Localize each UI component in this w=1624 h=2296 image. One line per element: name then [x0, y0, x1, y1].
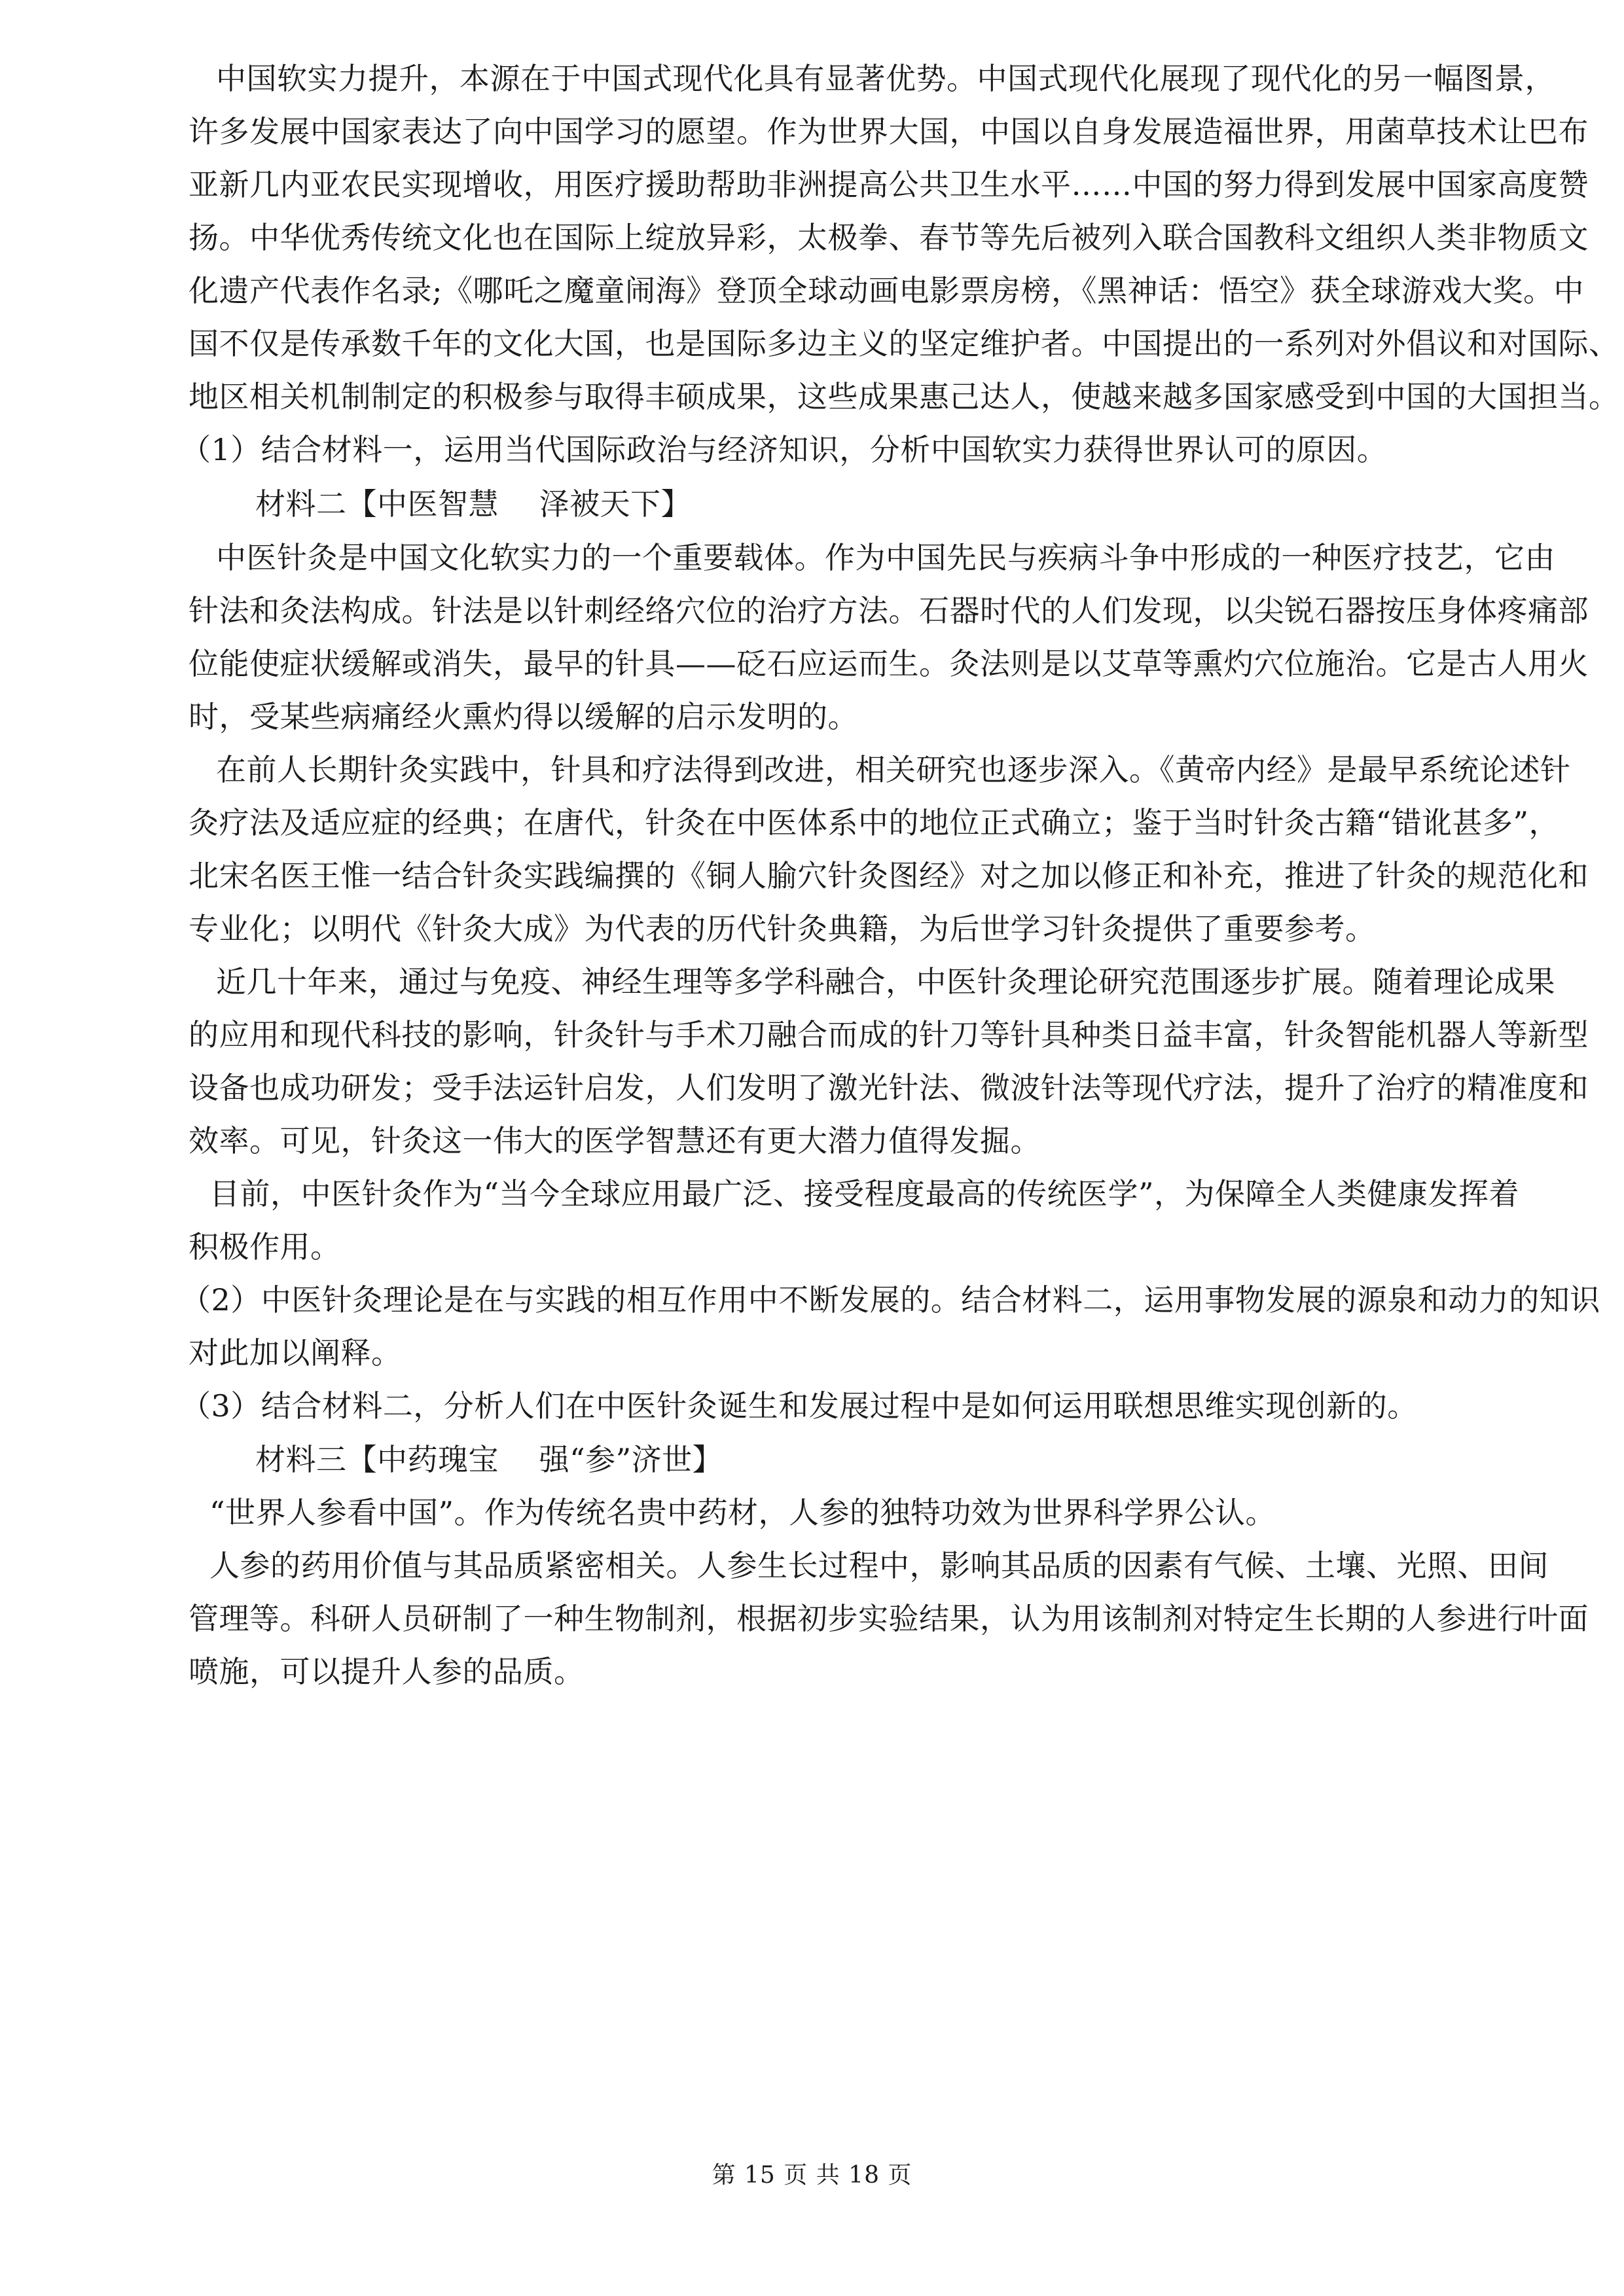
text-line: 积极作用。: [189, 1229, 341, 1265]
text-line: 在前人长期针灸实践中，针具和疗法得到改进，相关研究也逐步深入。《黄帝内经》是最早系统论述针: [216, 752, 1571, 787]
text-line: 管理等。科研人员研制了一种生物制剂，根据初步实验结果，认为用该制剂对特定生长期的人参进行叶面: [189, 1601, 1589, 1636]
page-number-footer: 第 15 页 共 18 页: [712, 2162, 912, 2189]
text-line: 专业化；以明代《针灸大成》为代表的历代针灸典籍，为后世学习针灸提供了重要参考。: [189, 911, 1376, 946]
text-line: “世界人参看中国”。作为传统名贵中药材，人参的独特功效为世界科学界公认。: [209, 1495, 1276, 1530]
question-2: （2）中医针灸理论是在与实践的相互作用中不断发展的。结合材料二，运用事物发展的源泉和动力的知识: [181, 1282, 1600, 1318]
text-line: 化遗产代表作名录;《哪吒之魔童闹海》登顶全球动画电影票房榜，《黑神话：悟空》获全球游戏大奖。中: [189, 273, 1584, 308]
question-1: （1）结合材料一，运用当代国际政治与经济知识，分析中国软实力获得世界认可的原因。: [181, 432, 1388, 467]
text-line: 中国软实力提升，本源在于中国式现代化具有显著优势。中国式现代化展现了现代化的另一幅图景，: [216, 61, 1555, 96]
text-line: 目前，中医针灸作为“当今全球应用最广泛、接受程度最高的传统医学”，为保障全人类健康发挥着: [209, 1176, 1520, 1211]
text-line: 中医针灸是中国文化软实力的一个重要载体。作为中国先民与疾病斗争中形成的一种医疗技艺，它由: [216, 540, 1555, 575]
text-line: 北宋名医王惟一结合针灸实践编撰的《铜人腧穴针灸图经》对之加以修正和补充，推进了针灸的规范化和: [189, 858, 1589, 893]
text-line: 灸疗法及适应症的经典；在唐代，针灸在中医体系中的地位正式确立；鉴于当时针灸古籍“错讹甚多”，: [189, 805, 1560, 840]
material-3-heading: 材料三【中药瑰宝 强“参”济世】: [255, 1442, 723, 1477]
text-line: 针法和灸法构成。针法是以针刺经络穴位的治疗方法。石器时代的人们发现，以尖锐石器按压身体疼痛部: [189, 593, 1589, 628]
text-line: 时，受某些病痛经火熏灼得以缓解的启示发明的。: [189, 699, 858, 734]
text-line: 人参的药用价值与其品质紧密相关。人参生长过程中，影响其品质的因素有气候、土壤、光照、田间: [209, 1548, 1549, 1583]
text-line: 位能使症状缓解或消失，最早的针具——砭石应运而生。灸法则是以艾草等熏灼穴位施治。它是古人用火: [189, 646, 1589, 681]
text-line: 许多发展中国家表达了向中国学习的愿望。作为世界大国，中国以自身发展造福世界，用菌草技术让巴布: [189, 114, 1589, 149]
text-line: 效率。可见，针灸这一伟大的医学智慧还有更大潜力值得发掘。: [189, 1123, 1041, 1158]
text-line: 的应用和现代科技的影响，针灸针与手术刀融合而成的针刀等针具种类日益丰富，针灸智能机器人等新型: [189, 1017, 1589, 1052]
material-2-heading: 材料二【中医智慧 泽被天下】: [255, 486, 692, 522]
text-line: 国不仅是传承数千年的文化大国，也是国际多边主义的坚定维护者。中国提出的一系列对外倡议和对国际、: [189, 326, 1619, 361]
text-line: 喷施，可以提升人参的品质。: [189, 1654, 585, 1689]
text-line: 扬。中华优秀传统文化也在国际上绽放异彩，太极拳、春节等先后被列入联合国教科文组织人类非物质文: [189, 220, 1589, 255]
text-line: 近几十年来，通过与免疫、神经生理等多学科融合，中医针灸理论研究范围逐步扩展。随着理论成果: [216, 964, 1555, 999]
text-line: 设备也成功研发；受手法运针启发，人们发明了激光针法、微波针法等现代疗法，提升了治疗的精准度和: [189, 1070, 1589, 1105]
text-line: 亚新几内亚农民实现增收，用医疗援助帮助非洲提高公共卫生水平……中国的努力得到发展中国家高度赞: [189, 167, 1589, 202]
question-3: （3）结合材料二，分析人们在中医针灸诞生和发展过程中是如何运用联想思维实现创新的。: [181, 1388, 1418, 1424]
question-2-cont: 对此加以阐释。: [189, 1335, 402, 1371]
text-line: 地区相关机制制定的积极参与取得丰硕成果，这些成果惠己达人，使越来越多国家感受到中国的大国担当。: [189, 379, 1619, 414]
